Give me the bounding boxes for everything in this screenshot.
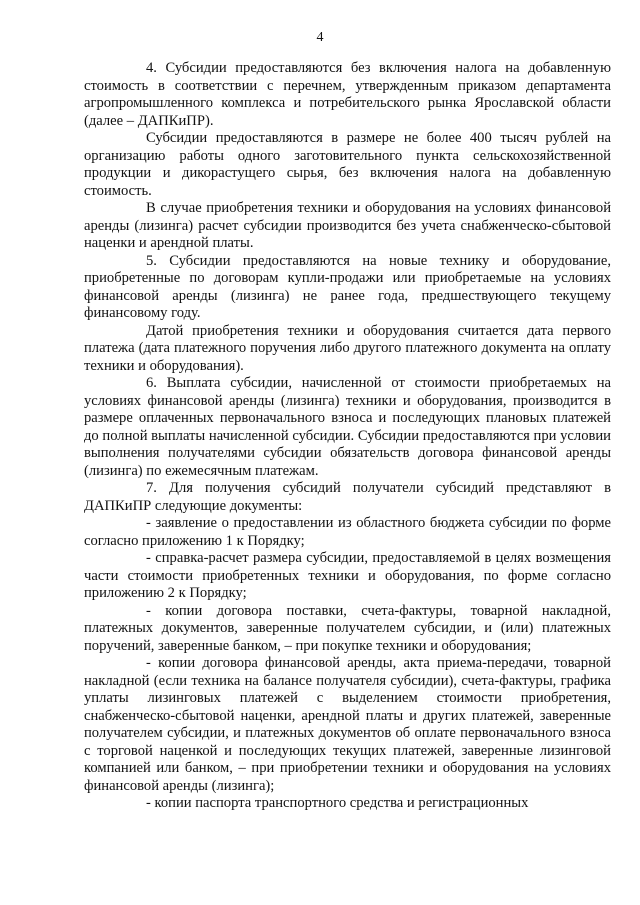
paragraph-acquisition-date: Датой приобретения техники и оборудования считается дата первого платежа (дата платежного поручения либо другого платежного документа на оплату техники и оборудования).	[84, 322, 611, 374]
page-number: 4	[316, 30, 324, 45]
list-item-vehicle-passport-copies: - копии паспорта транспортного средства и регистрационных	[146, 795, 529, 811]
list-item-calculation-certificate: - справка-расчет размера субсидии, предоставляемой в целях возмещения части стоимости приобретенных техники и оборудования, по форме согласно приложению 2 к Порядку;	[84, 550, 611, 601]
paragraph-leasing-calculation: В случае приобретения техники и оборудования на условиях финансовой аренды (лизинга) расчет субсидии производится без учета снабженческо-сбытовой наценки и арендной платы.	[84, 200, 611, 251]
body-text	[84, 60, 611, 813]
paragraph-item-7: 7. Для получения субсидий получатели субсидий представляют в ДАПКиПР следующие документы:	[84, 480, 611, 514]
list-item-application: - заявление о предоставлении из областного бюджета субсидии по форме согласно приложению 1 к Порядку;	[84, 515, 611, 549]
paragraph-subsidy-amount: Субсидии предоставляются в размере не более 400 тысяч рублей на организацию работы одного заготовительного пункта сельскохозяйственной продукции и дикорастущего сырья, без включения налога на добавленную стоимость.	[84, 130, 611, 199]
list-item-supply-contract-copies: - копии договора поставки, счета-фактуры, товарной накладной, платежных документов, заверенные получателем субсидии, и (или) платежных поручений, заверенные банком, – при покупке техники и оборудования;	[84, 602, 611, 654]
paragraph-item-4: 4. Субсидии предоставляются без включения налога на добавленную стоимость в соответствии с перечнем, утвержденным приказом департамента агропромышленного комплекса и потребительского рынка Ярославской области (далее – ДАПКиПР).	[84, 60, 611, 129]
list-item-leasing-contract-copies: - копии договора финансовой аренды, акта приема-передачи, товарной накладной (если техника на балансе получателя субсидии), счета-фактуры, графика уплаты лизинговых платежей с выделением стоимости приобретения, снабженческо-сбытовой наценки, арендной платы и других платежей, заверенные получателем субсидии, и платежных документов об оплате первоначального взноса с торговой наценкой и последующих текущих платежей, заверенные лизинговой компанией или банком, – при приобретении техники и оборудования на условиях финансовой аренды (лизинга);	[84, 655, 611, 794]
paragraph-item-6: 6. Выплата субсидии, начисленной от стоимости приобретаемых на условиях финансовой аренды (лизинга) техники и оборудования, производится в размере оплаченных первоначального взноса и последующих плановых платежей до полной выплаты начисленной субсидии. Субсидии предоставляются при условии выполнения получателями субсидии обязательств договора финансовой аренды (лизинга) по ежемесячным платежам.	[84, 375, 611, 479]
paragraph-item-5: 5. Субсидии предоставляются на новые технику и оборудование, приобретенные по договорам купли-продажи или приобретаемые на условиях финансовой аренды (лизинга) не ранее года, предшествующего текущему финансовому году.	[84, 252, 611, 321]
